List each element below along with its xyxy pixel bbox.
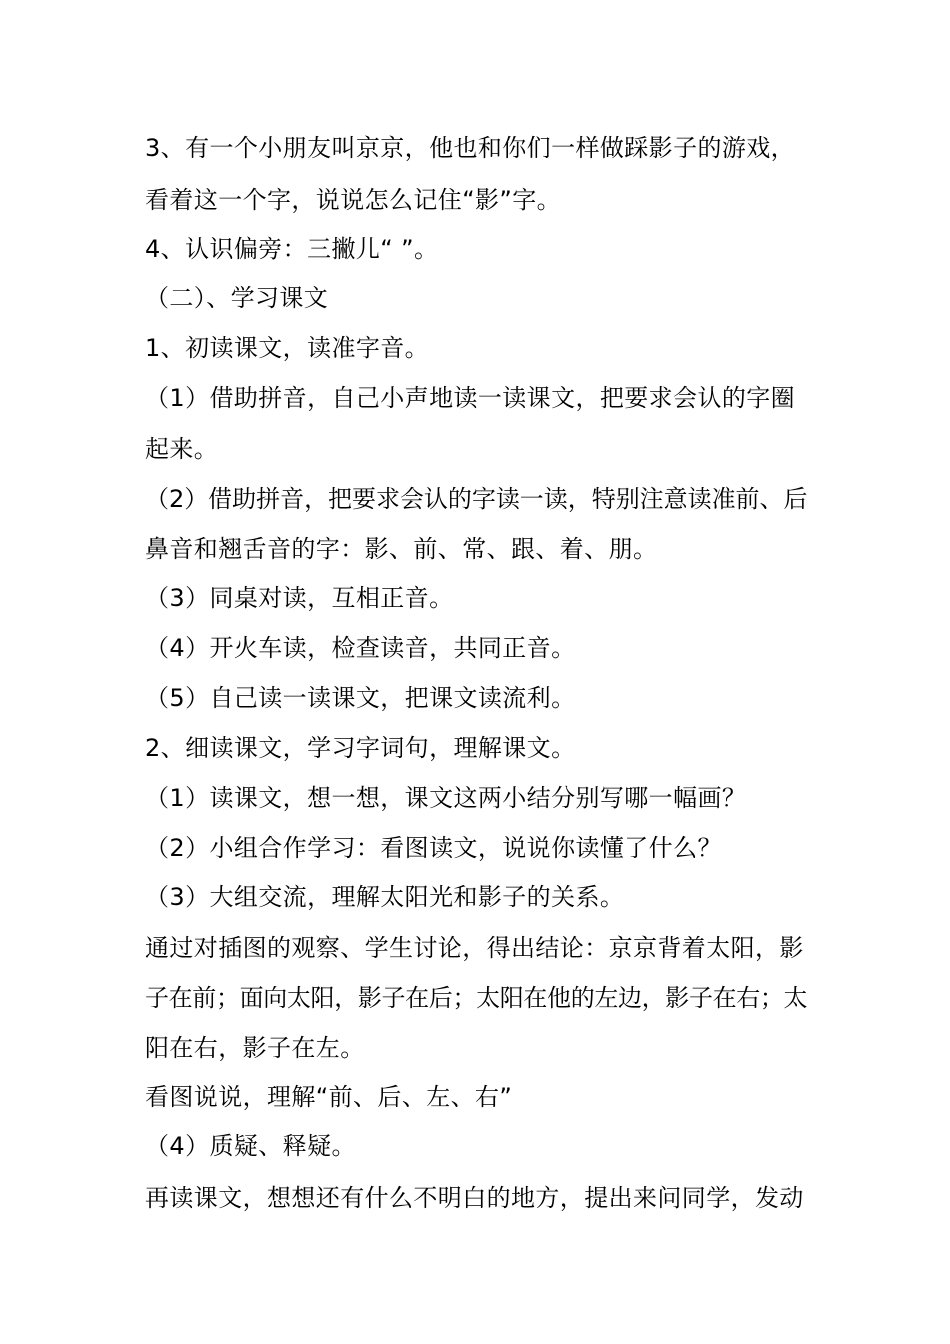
text-line-16: （3）大组交流，理解太阳光和影子的关系。 [145, 883, 625, 911]
text-line-10: （3）同桌对读，互相正音。 [145, 584, 454, 612]
text-line-20: 看图说说，理解“前、后、左、右” [145, 1083, 513, 1111]
text-line-19: 阳在右，影子在左。 [145, 1034, 365, 1062]
text-line-6: （1）借助拼音，自己小声地读一读课文，把要求会认的字圈 [145, 384, 796, 412]
section-heading: （二）、学习课文 [145, 284, 329, 312]
text-line-8: （2）借助拼音，把要求会认的字读一读，特别注意读准前、后 [145, 485, 808, 513]
text-line-7: 起来。 [145, 435, 219, 463]
text-line-13: 2、细读课文，学习字词句，理解课文。 [145, 734, 576, 762]
text-line-15: （2）小组合作学习：看图读文，说说你读懂了什么？ [145, 834, 722, 862]
text-line-11: （4）开火车读，检查读音，共同正音。 [145, 634, 576, 662]
text-line-12: （5）自己读一读课文，把课文读流利。 [145, 684, 576, 712]
text-line-21: （4）质疑、释疑。 [145, 1132, 356, 1160]
text-line-5: 1、初读课文，读准字音。 [145, 334, 430, 362]
text-line-22: 再读课文，想想还有什么不明白的地方，提出来问同学，发动 [145, 1184, 804, 1212]
text-line-1: 3、有一个小朋友叫京京，他也和你们一样做踩影子的游戏， [145, 134, 796, 162]
text-line-18: 子在前；面向太阳，影子在后；太阳在他的左边，影子在右；太 [145, 984, 808, 1012]
text-line-2: 看着这一个字，说说怎么记住“影”字。 [145, 186, 562, 214]
text-line-17: 通过对插图的观察、学生讨论，得出结论：京京背着太阳，影 [145, 934, 804, 962]
text-line-14: （1）读课文，想一想，课文这两小结分别写哪一幅画？ [145, 784, 747, 812]
text-line-9: 鼻音和翘舌音的字：影、前、常、跟、着、朋。 [145, 535, 658, 563]
text-line-3: 4、认识偏旁：三撇儿“ ”。 [145, 235, 439, 263]
